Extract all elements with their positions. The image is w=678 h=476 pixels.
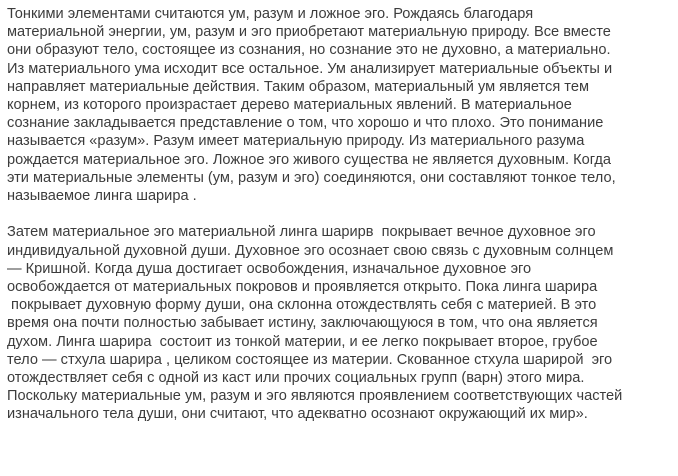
- text-line: духом. Линга шарира состоит из тонкой материи, и ее легко покрывает второе, грубое: [7, 333, 598, 350]
- text-line: Из материального ума исходит все остальное. Ум анализирует материальные объекты и: [7, 60, 613, 77]
- text-line: изначального тела души, они считают, что адекватно осознают окружающий их мир».: [7, 406, 588, 423]
- text-line: они образуют тело, состоящее из сознания, но сознание это не духовно, а материально.: [7, 42, 611, 59]
- text-line: Тонкими элементами считаются ум, разум и ложное эго. Рождаясь благодаря: [7, 6, 534, 22]
- text-line: называется «разум». Разум имеет материальную природу. Из материального разума: [7, 133, 585, 150]
- text-line: освобождается от материальных покровов и проявляется открыто. Пока линга шарира: [7, 279, 598, 296]
- text-line: Поскольку материальные ум, разум и эго являются проявлением соответствующих частей: [7, 388, 623, 405]
- text-line: называемое линга шарира .: [7, 188, 197, 205]
- text-line: — Кришной. Когда душа достигает освобождения, изначальное духовное эго: [7, 260, 532, 277]
- paragraph-linga-sharira: [7, 223, 675, 423]
- text-line: материальной энергии, ум, разум и эго приобретают материальную природу. Все вместе: [7, 24, 611, 41]
- text-line: тело — стхула шарира , целиком состоящее из материи. Скованное стхула шарирой эго: [7, 351, 613, 368]
- text-line: рождается материальное эго. Ложное эго живого существа не является духовным. Когда: [7, 151, 611, 168]
- text-line: отождествляет себя с одной из каст или прочих социальных групп (варн) этого мира.: [7, 370, 585, 387]
- paragraph-subtle-elements: [7, 5, 675, 205]
- document-text: [7, 5, 675, 424]
- text-line: покрывает духовную форму души, она склонна отождествлять себя с материей. В это: [7, 297, 597, 314]
- text-line: эти материальные элементы (ум, разум и эго) соединяются, они составляют тонкое тело,: [7, 169, 616, 186]
- text-line: сознание закладывается представление о том, что хорошо и что плохо. Это понимание: [7, 115, 604, 132]
- text-line: корнем, из которого произрастает дерево материальных явлений. В материальное: [7, 97, 572, 114]
- text-line: направляет материальные действия. Таким образом, материальный ум является тем: [7, 78, 589, 95]
- text-line: время она почти полностью забывает истину, заключающуюся в том, что она является: [7, 315, 598, 332]
- text-line: Затем материальное эго материальной линга шарирв покрывает вечное духовное эго: [7, 224, 596, 241]
- text-line: индивидуальной духовной души. Духовное эго осознает свою связь с духовным солнцем: [7, 242, 614, 259]
